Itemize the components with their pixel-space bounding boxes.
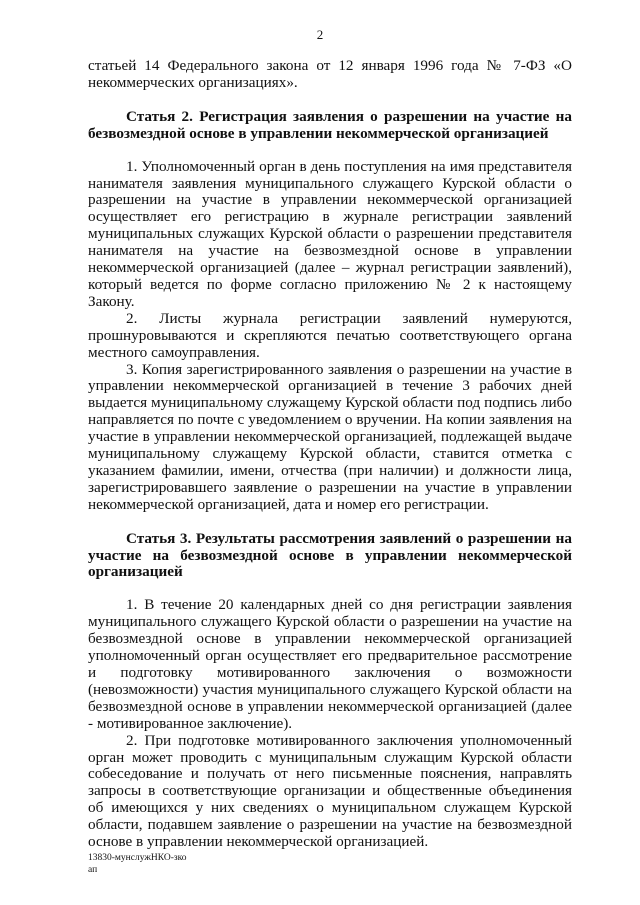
- intro-continuation: статьей 14 Федерального закона от 12 января 1996 года № 7-ФЗ «О некоммерческих организациях».: [88, 57, 572, 91]
- footer-initials: ап: [88, 865, 98, 875]
- article-3-paragraph-2: 2. При подготовке мотивированного заключения уполномоченный орган может проводить с муниципальным служащим Курской области собеседование и получать от него письменные пояснения, направлять запросы в соответствующие организации и общественные объединения об имеющихся у них сведениях о муниципальном служащем Курской области, подавшем заявление о разрешении на участие на безвозмездной основе в управлении некоммерческой организацией.: [88, 731, 572, 851]
- article-2-paragraph-3: 3. Копия зарегистрированного заявления о разрешении на участие в управлении некоммерческой организацией в течение 3 рабочих дней выдается муниципальному служащему Курской области под подпись либо направляется по почте с уведомлением о вручении. На копии заявления на участие в управлении некоммерческой организацией, подлежащей выдаче муниципальному служащему Курской области, ставится отметка с указанием фамилии, имени, отчества (при наличии) и должности лица, зарегистрировавшего заявление о разрешении на участие в управлении некоммерческой организацией, дата и номер его регистрации.: [88, 360, 572, 513]
- article-2-paragraph-1: 1. Уполномоченный орган в день поступления на имя представителя нанимателя заявления муниципального служащего Курской области о разрешении на участие в управлении некоммерческой организацией осуществляет его регистрацию в журнале регистрации заявлений муниципальных служащих Курской области о разрешении представителя нанимателя на участие на безвозмездной основе в управлении некоммерческой организацией (далее – журнал регистрации заявлений), который ведется по форме согласно приложению № 2 к настоящему Закону.: [88, 157, 572, 310]
- article-2-title: Статья 2. Регистрация заявления о разрешении на участие на безвозмездной основе в управлении некоммерческой организацией: [88, 107, 572, 142]
- page-number: 2: [316, 27, 324, 42]
- spacer: [88, 514, 572, 531]
- document-body: [88, 58, 572, 851]
- article-3-paragraph-1: 1. В течение 20 календарных дней со дня регистрации заявления муниципального служащего Курской области о разрешении на участие на безвозмездной основе в управлении некоммерческой организацией уполномоченный орган осуществляет его предварительное рассмотрение и подготовку мотивированного заключения о возможности (невозможности) участия муниципального служащего Курской области на безвозмездной основе в управлении некоммерческой организацией (далее - мотивированное заключение).: [88, 596, 572, 732]
- article-3-title: Статья 3. Результаты рассмотрения заявлений о разрешении на участие на безвозмездной основе в управлении некоммерческой организацией: [88, 529, 572, 581]
- document-footer: [88, 852, 187, 876]
- spacer: [88, 92, 572, 109]
- article-2-paragraph-2: 2. Листы журнала регистрации заявлений нумеруются, прошнуровываются и скрепляются печатью соответствующего органа местного самоуправления.: [88, 309, 572, 361]
- footer-file-code: 13830-мунслужНКО-зко: [88, 853, 187, 863]
- spacer: [88, 581, 572, 597]
- spacer: [88, 143, 572, 159]
